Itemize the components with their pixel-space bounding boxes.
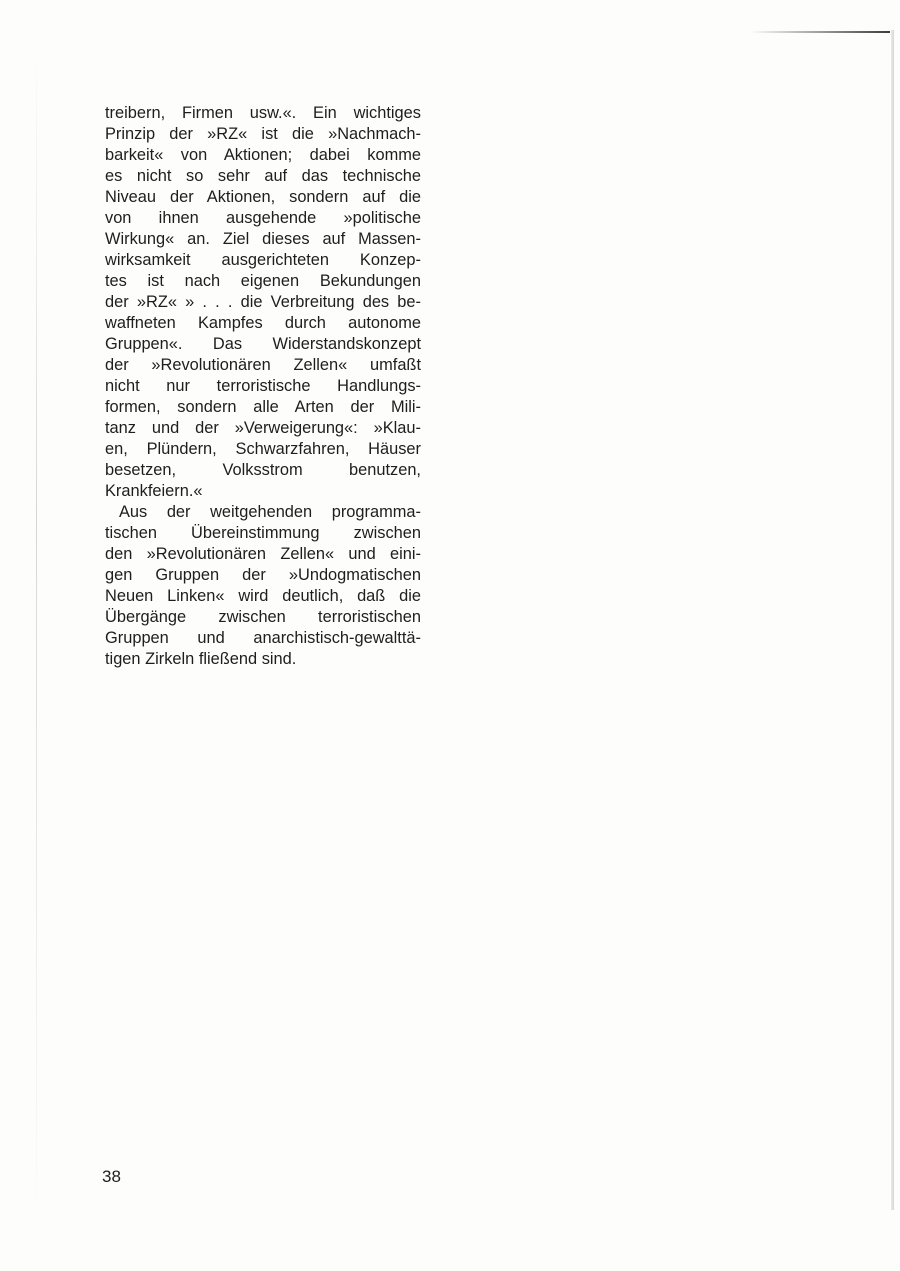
text-line: nicht nur terroristische Handlungs- <box>105 377 421 395</box>
text-line: tanz und der »Verweigerung«: »Klau- <box>105 419 421 437</box>
text-line: besetzen, Volksstrom benutzen, <box>105 461 421 479</box>
text-line: treibern, Firmen usw.«. Ein wichtiges <box>105 104 421 122</box>
page-edge <box>891 30 894 1210</box>
text-line: der »Revolutionären Zellen« umfaßt <box>105 356 421 374</box>
text-line: Neuen Linken« wird deutlich, daß die <box>105 587 421 605</box>
page-gutter-shadow <box>36 40 37 1240</box>
text-line: gen Gruppen der »Undogmatischen <box>105 566 421 584</box>
text-line: Krankfeiern.« <box>105 482 203 500</box>
text-line: es nicht so sehr auf das technische <box>105 167 421 185</box>
text-line: wirksamkeit ausgerichteten Konzep- <box>105 251 421 269</box>
text-line: von ihnen ausgehende »politische <box>105 209 421 227</box>
text-line: den »Revolutionären Zellen« und eini- <box>105 545 421 563</box>
page-number: 38 <box>102 1167 121 1186</box>
text-line: waffneten Kampfes durch autonome <box>105 314 421 332</box>
text-line: Gruppen und anarchistisch-gewalttä- <box>105 629 421 647</box>
text-line: Prinzip der »RZ« ist die »Nachmach- <box>105 125 421 143</box>
paragraph <box>105 103 421 502</box>
text-line: tischen Übereinstimmung zwischen <box>105 524 421 542</box>
text-line: barkeit« von Aktionen; dabei komme <box>105 146 421 164</box>
text-line: Gruppen«. Das Widerstandskonzept <box>105 335 421 353</box>
text-line: Aus der weitgehenden programma- <box>119 503 421 521</box>
text-line: Übergänge zwischen terroristischen <box>105 608 421 626</box>
text-line: der »RZ« » . . . die Verbreitung des be- <box>105 293 421 311</box>
text-line: tigen Zirkeln fließend sind. <box>105 650 297 668</box>
text-line: Wirkung« an. Ziel dieses auf Massen- <box>105 230 421 248</box>
top-rule-line <box>750 31 890 33</box>
paragraph <box>105 502 421 670</box>
text-line: en, Plündern, Schwarzfahren, Häuser <box>105 440 421 458</box>
body-text <box>105 103 421 670</box>
text-line: tes ist nach eigenen Bekundungen <box>105 272 421 290</box>
text-line: formen, sondern alle Arten der Mili- <box>105 398 421 416</box>
text-line: Niveau der Aktionen, sondern auf die <box>105 188 421 206</box>
